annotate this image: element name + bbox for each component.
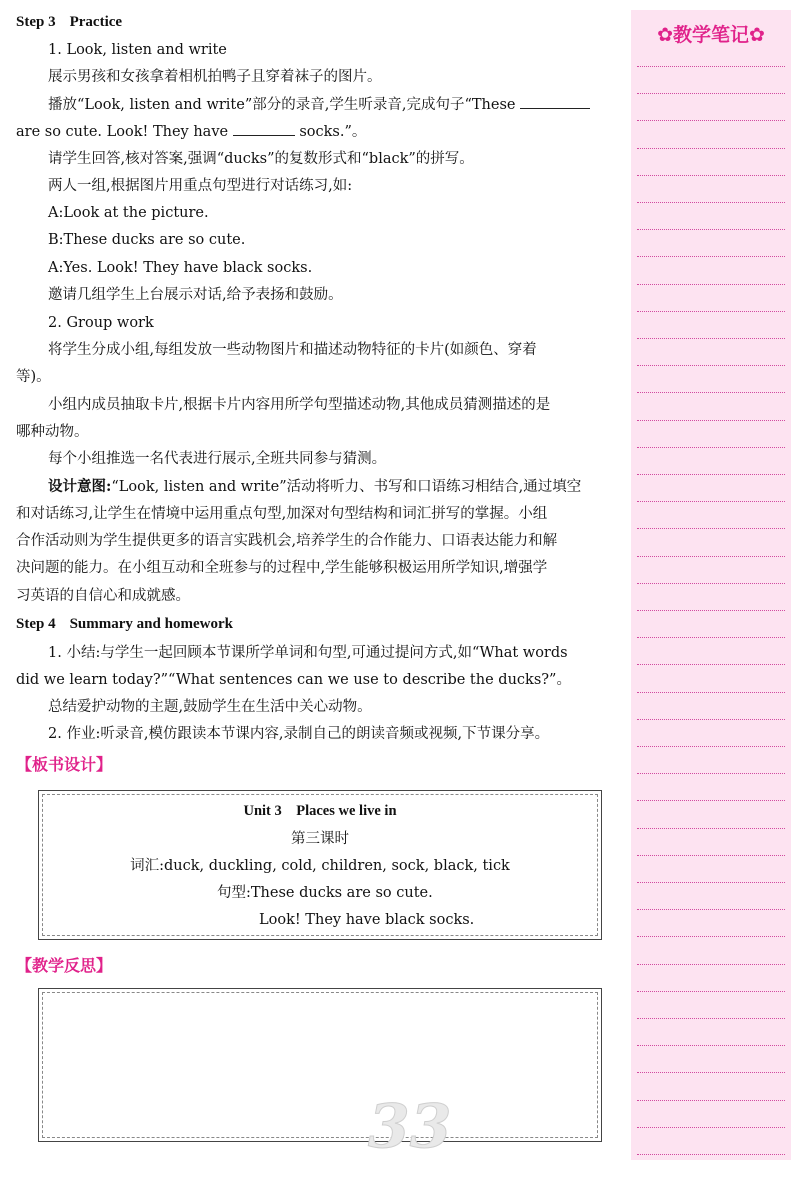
step3-p2-line2: are so cute. Look! They have socks.”。: [16, 121, 366, 142]
note-line: [637, 148, 785, 149]
note-line: [637, 828, 785, 829]
note-line: [637, 501, 785, 502]
note-line: [637, 365, 785, 366]
reflection-frame: [38, 988, 602, 1142]
step3-heading: [16, 12, 122, 32]
board-pattern2: Look! They have black socks.: [259, 912, 475, 928]
note-line: [637, 991, 785, 992]
note-line: [637, 1154, 785, 1155]
note-line: [637, 1072, 785, 1073]
step3-sub2: 2. Group work: [48, 315, 154, 331]
dialogue-line-a2: A:Yes. Look! They have black socks.: [48, 260, 313, 276]
step4-p2: 总结爱护动物的主题,鼓励学生在生活中关心动物。: [48, 699, 372, 715]
step3-p6-line1: 将学生分成小组,每组发放一些动物图片和描述动物特征的卡片(如颜色、穿着: [48, 342, 537, 358]
notes-sidebar-title: ✿教学笔记✿: [657, 24, 765, 46]
note-line: [637, 936, 785, 937]
dialogue-line-b: B:These ducks are so cute.: [48, 232, 246, 248]
note-line: [637, 284, 785, 285]
note-line: [637, 556, 785, 557]
board-unit-title: Unit 3 Places we live in: [243, 803, 397, 819]
step3-p3: 请学生回答,核对答案,强调“ducks”的复数形式和“black”的拼写。: [48, 151, 474, 167]
note-line: [637, 964, 785, 965]
note-line: [637, 447, 785, 448]
board-design-frame: [38, 790, 602, 940]
note-line: [637, 1018, 785, 1019]
note-line: [637, 773, 785, 774]
note-line: [637, 1100, 785, 1101]
step4-p1-line1: 1. 小结:与学生一起回顾本节课所学单词和句型,可通过提问方式,如“What words: [48, 645, 568, 661]
reflection-heading: 【教学反思】: [16, 956, 113, 975]
design-intent-line4: 决问题的能力。在小组互动和全班参与的过程中,学生能够积极运用所学知识,增强学: [16, 560, 548, 576]
step3-p5: 邀请几组学生上台展示对话,给予表扬和鼓励。: [48, 287, 343, 303]
note-line: [637, 855, 785, 856]
note-line: [637, 202, 785, 203]
fill-blank-2: [233, 121, 295, 136]
note-line: [637, 719, 785, 720]
step3-p1: 展示男孩和女孩拿着相机拍鸭子且穿着袜子的图片。: [48, 69, 382, 85]
step3-p7-line2: 哪种动物。: [16, 424, 89, 440]
board-lesson: 第三课时: [291, 831, 349, 847]
design-intent-label: 设计意图:: [48, 478, 112, 495]
note-line: [637, 420, 785, 421]
board-design-heading: 【板书设计】: [16, 755, 113, 774]
step3-p7-line1: 小组内成员抽取卡片,根据卡片内容用所学句型描述动物,其他成员猜测描述的是: [48, 397, 551, 413]
note-line: [637, 692, 785, 693]
note-line: [637, 882, 785, 883]
step4-p3: 2. 作业:听录音,模仿跟读本节课内容,录制自己的朗读音频或视频,下节课分享。: [48, 726, 550, 742]
notes-sidebar: [631, 10, 791, 1160]
note-line: [637, 637, 785, 638]
note-line: [637, 664, 785, 665]
board-vocab: 词汇:duck, duckling, cold, children, sock, black, tick: [130, 858, 510, 874]
note-line: [637, 583, 785, 584]
step4-p1-line2: did we learn today?”“What sentences can we use to describe the ducks?”。: [16, 672, 571, 688]
step3-p6-line2: 等)。: [16, 369, 51, 385]
fill-blank-1: [520, 94, 590, 109]
note-line: [637, 392, 785, 393]
design-intent-line3: 合作活动则为学生提供更多的语言实践机会,培养学生的合作能力、口语表达能力和解: [16, 533, 558, 549]
step3-label: Step 3: [16, 14, 56, 30]
note-line: [637, 66, 785, 67]
note-line: [637, 610, 785, 611]
note-line: [637, 93, 785, 94]
note-line: [637, 474, 785, 475]
design-intent-line2: 和对话练习,让学生在情境中运用重点句型,加深对句型结构和词汇拼写的掌握。小组: [16, 506, 548, 522]
step3-p4: 两人一组,根据图片用重点句型进行对话练习,如:: [48, 178, 353, 194]
note-line: [637, 311, 785, 312]
step3-sub1: 1. Look, listen and write: [48, 42, 227, 58]
note-line: [637, 338, 785, 339]
note-line: [637, 175, 785, 176]
note-line: [637, 229, 785, 230]
note-line: [637, 1045, 785, 1046]
note-line: [637, 1127, 785, 1128]
board-pattern1: 句型:These ducks are so cute.: [217, 885, 433, 901]
step3-p2-line1: 播放“Look, listen and write”部分的录音,学生听录音,完成句子“These: [16, 94, 590, 115]
note-line: [637, 256, 785, 257]
note-line: [637, 746, 785, 747]
note-line: [637, 528, 785, 529]
note-line: [637, 909, 785, 910]
note-line: [637, 120, 785, 121]
step3-p8: 每个小组推选一名代表进行展示,全班共同参与猜测。: [48, 451, 387, 467]
note-line: [637, 800, 785, 801]
dialogue-line-a1: A:Look at the picture.: [48, 205, 209, 221]
design-intent-line5: 习英语的自信心和成就感。: [16, 588, 190, 604]
page-number: 33: [368, 1092, 452, 1162]
design-intent-line1: 设计意图:“Look, listen and write”活动将听力、书写和口语练习相结合,通过填空: [48, 478, 582, 495]
step4-label: Step 4: [16, 616, 56, 632]
step3-title: Practice: [69, 14, 123, 30]
step4-heading: [16, 614, 233, 634]
step4-title: Summary and homework: [69, 616, 233, 632]
